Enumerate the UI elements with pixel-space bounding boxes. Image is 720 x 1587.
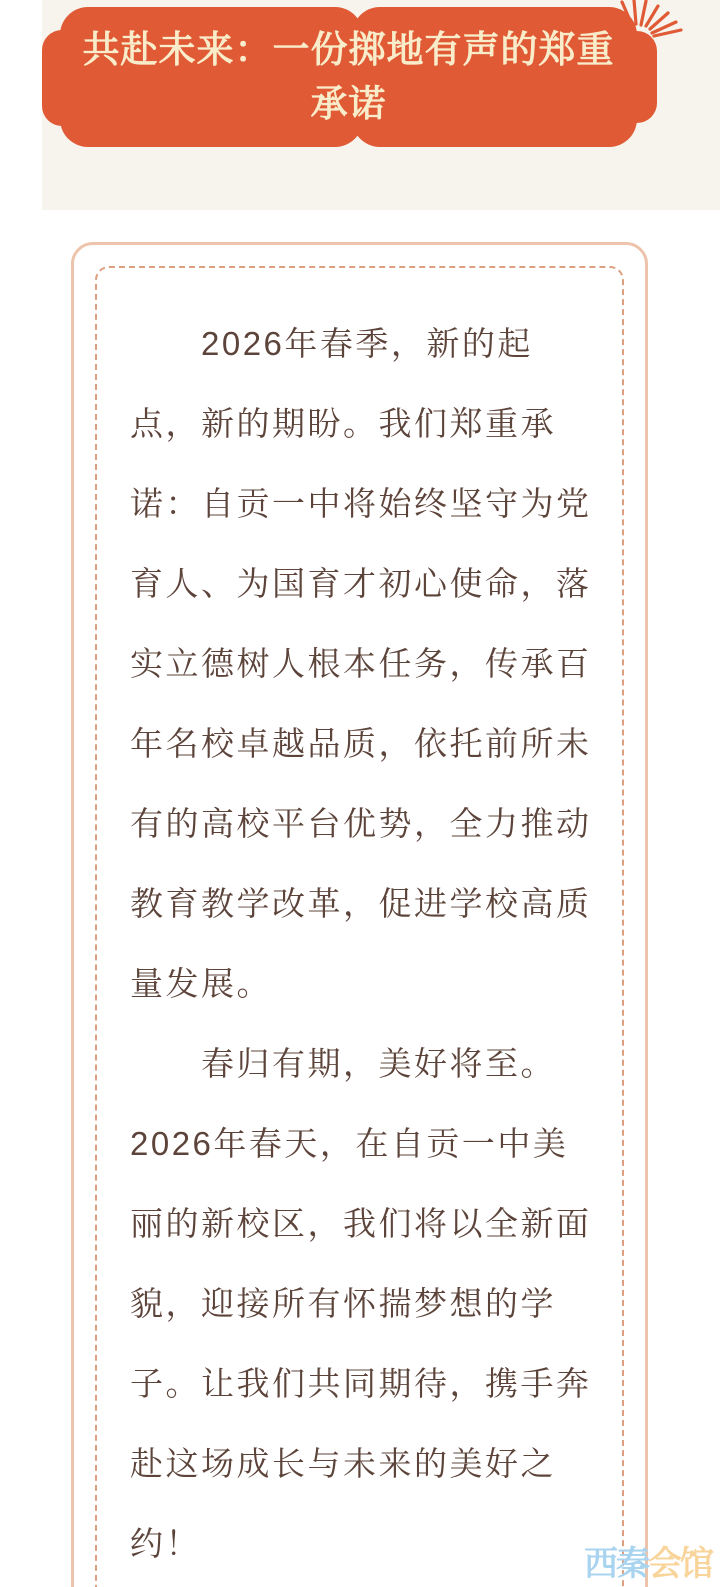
article-text (97, 268, 594, 1584)
title-banner (42, 0, 720, 210)
page-title (60, 7, 637, 131)
article-card (71, 242, 648, 1587)
paragraph-2: 春归有期，美好将至。2026年春天，在自贡一中美丽的新校区，我们将以全新面貌，迎接所有怀揣梦想的学子。让我们共同期待，携手奔赴这场成长与未来的美好之约！ (130, 1045, 592, 1562)
page-title-line2: 承诺 (310, 83, 387, 124)
watermark-part1: 西秦 (584, 1545, 648, 1583)
paragraph-1: 2026年春季，新的起点，新的期盼。我们郑重承诺：自贡一中将始终坚守为党育人、为国育才初心使命，落实立德树人根本任务，传承百年名校卓越品质，依托前所未有的高校平台优势，全力推动教育教学改革，促进学校高质量发展。 (130, 325, 592, 1002)
watermark-part2: 会馆 (648, 1545, 712, 1583)
watermark (584, 1536, 712, 1585)
page-title-line1: 共赴未来：一份掷地有声的郑重 (82, 29, 615, 70)
header-panel (42, 0, 720, 210)
article-card-inner (95, 266, 624, 1587)
